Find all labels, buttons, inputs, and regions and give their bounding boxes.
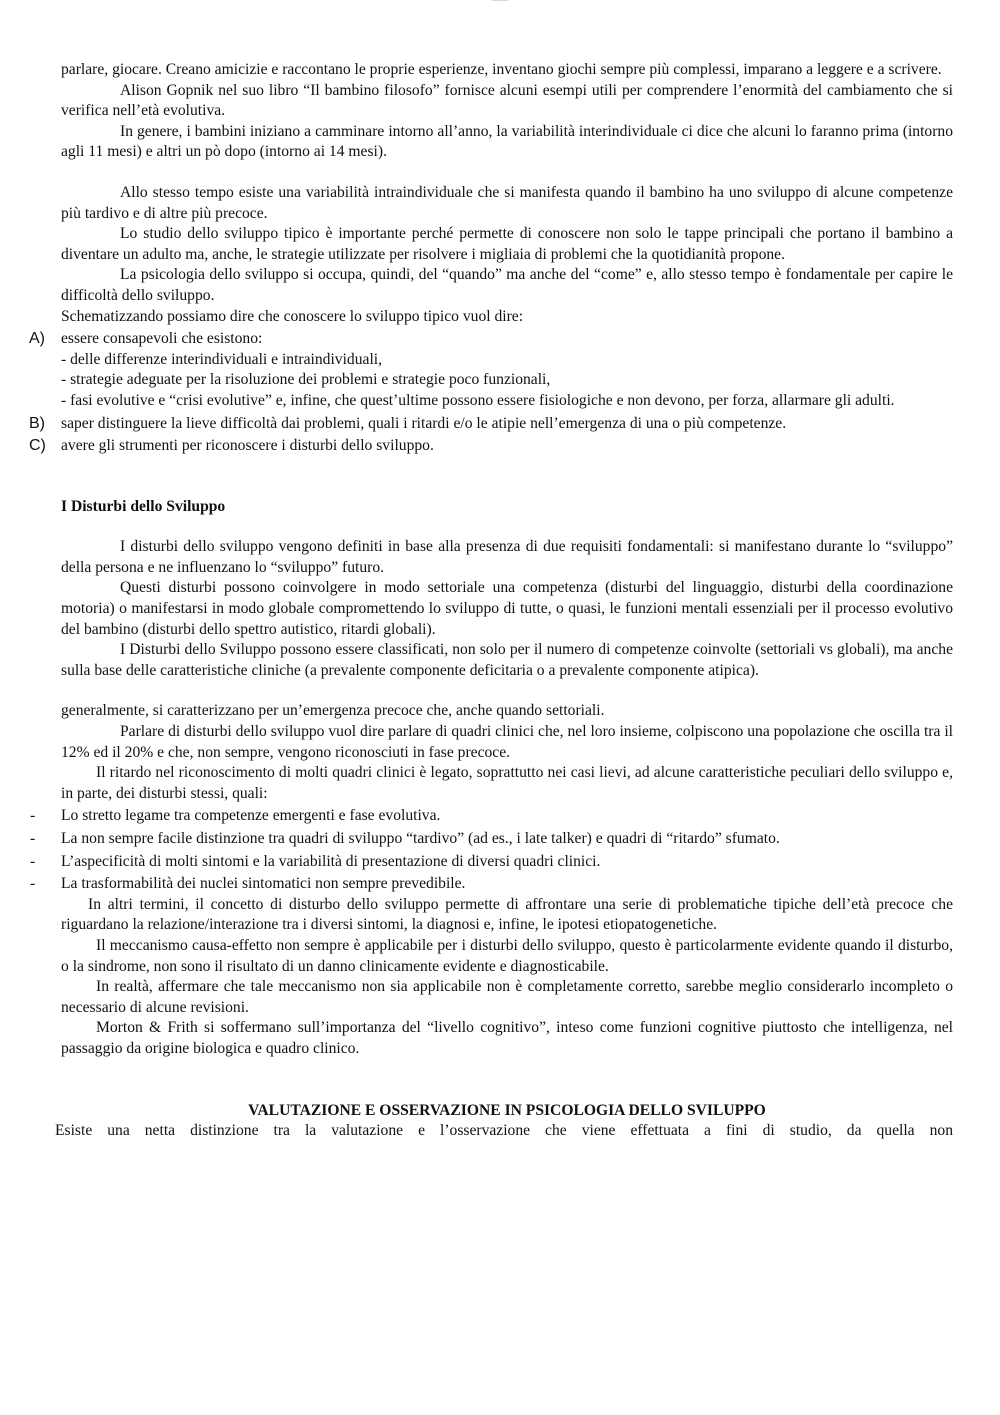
paragraph: Il ritardo nel riconoscimento di molti quadri clinici è legato, soprattutto nei casi lievi, ad alcune caratteristiche peculiari dello sviluppo e, in parte, dei disturbi stessi, quali: [61, 764, 953, 802]
paragraph: Schematizzando possiamo dire che conoscere lo sviluppo tipico vuol dire: [61, 307, 524, 325]
paragraph: Lo studio dello sviluppo tipico è importante perché permette di conoscere non solo le tappe principali che portano il bambino a diventare un adulto ma, anche, le strategie utilizzate per risolvere i migliaia di problemi che la quotidianità propone. [61, 225, 953, 263]
bullet-item [30, 874, 953, 895]
list-item-c [29, 436, 953, 457]
list-marker: A) [29, 330, 45, 348]
paragraph: I Disturbi dello Sviluppo possono essere classificati, non solo per il numero di competenze coinvolte (settoriali vs globali), ma anche sulla base delle caratteristiche cliniche (a prevalente componente deficitaria o a prevalente componente atipica). [61, 641, 953, 679]
list-item-text: essere consapevoli che esistono: [61, 330, 263, 348]
sublist-item: - strategie adeguate per la risoluzione dei problemi e strategie poco funzionali, [61, 371, 551, 389]
paragraph: Il meccanismo causa-effetto non sempre è applicabile per i disturbi dello sviluppo, questo è particolarmente evidente quando il disturbo, o la sindrome, non sono il risultato di un danno clinicamente evidente e diagnosticabile. [61, 936, 953, 975]
paragraph: Parlare di disturbi dello sviluppo vuol dire parlare di quadri clinici che, nel loro insieme, colpiscono una popolazione che oscilla tra il 12% ed il 20% e che, non sempre, vengono riconosciuti in fase precoce. [61, 723, 953, 761]
bullet-text: Lo stretto legame tra competenze emergenti e fase evolutiva. [61, 807, 441, 825]
paragraph: Alison Gopnik nel suo libro “Il bambino filosofo” fornisce alcuni esempi utili per comprendere l’enormità del cambiamento che si verifica nell’età evolutiva. [61, 81, 953, 120]
paragraph: Questi disturbi possono coinvolgere in modo settoriale una competenza (disturbi del linguaggio, disturbi della coordinazione motoria) o manifestarsi in modo globale compromettendo lo sviluppo di tutte, o quasi, le funzioni mentali essenziali per il processo evolutivo del bambino (disturbi dello spettro autistico, ritardi globali). [61, 579, 953, 638]
sublist-item: - fasi evolutive e “crisi evolutive” e, infine, che quest’ultime possono essere fisiologiche e non devono, per forza, allarmare gli adulti. [61, 391, 895, 409]
paragraph: Allo stesso tempo esiste una variabilità intraindividuale che si manifesta quando il bambino ha uno sviluppo di alcune competenze più tardivo e di altre più precoce. [61, 183, 953, 222]
list-item-a [29, 329, 953, 350]
list-item-text: avere gli strumenti per riconoscere i disturbi dello sviluppo. [61, 437, 434, 455]
bullet-item [30, 806, 953, 827]
bullet-marker: - [30, 875, 36, 893]
paragraph: generalmente, si caratterizzano per un’emergenza precoce che, anche quando settoriali. [61, 702, 605, 720]
bullet-item [30, 829, 953, 850]
list-marker: C) [29, 437, 46, 455]
list-item-text: saper distinguere la lieve difficoltà dai problemi, quali i ritardi e/o le atipie nell’emergenza di una o più competenze. [61, 414, 787, 432]
paragraph: In realtà, affermare che tale meccanismo non sia applicabile non è completamente corretto, sarebbe meglio considerarlo incompleto o necessario di alcune revisioni. [61, 978, 953, 1016]
bullet-marker: - [30, 852, 36, 870]
paragraph: In altri termini, il concetto di disturbo dello sviluppo permette di affrontare una serie di problematiche tipiche dell’età precoce che riguardano la relazione/interazione tra i diversi sintomi, la diagnosi e, infine, le ipotesi etiopatogenetiche. [61, 895, 953, 934]
page-top-mark [492, 0, 508, 1]
bullet-marker: - [30, 830, 36, 847]
bullet-text: La non sempre facile distinzione tra quadri di sviluppo “tardivo” (ad es., i late talker) e quadri di “ritardo” sfumato. [61, 830, 780, 847]
bullet-item [30, 852, 953, 873]
paragraph: I disturbi dello sviluppo vengono definiti in base alla presenza di due requisiti fondamentali: si manifestano durante lo “sviluppo” della persona e ne influenzano lo “sviluppo” futuro. [61, 538, 953, 576]
bullet-text: La trasformabilità dei nuclei sintomatici non sempre prevedibile. [61, 875, 466, 893]
list-marker: B) [29, 414, 45, 432]
paragraph: parlare, giocare. Creano amicizie e raccontano le proprie esperienze, inventano giochi sempre più complessi, imparano a leggere e a scrivere. [61, 61, 942, 78]
sublist-item: - delle differenze interindividuali e intraindividuali, [61, 350, 383, 368]
paragraph: In genere, i bambini iniziano a camminare intorno all’anno, la variabilità interindividuale ci dice che alcuni lo faranno prima (intorno agli 11 mesi) e altri un pò dopo (intorno ai 14 mesi). [61, 122, 953, 161]
bullet-text: L’aspecificità di molti sintomi e la variabilità di presentazione di diversi quadri clinici. [61, 852, 601, 870]
document-page [29, 60, 953, 1142]
section-heading: I Disturbi dello Sviluppo [61, 497, 226, 515]
paragraph: Esiste una netta distinzione tra la valutazione e l’osservazione che viene effettuata a fini di studio, da quella non [55, 1122, 953, 1140]
list-item-b [29, 414, 953, 435]
bullet-marker: - [30, 807, 36, 825]
paragraph: La psicologia dello sviluppo si occupa, quindi, del “quando” ma anche del “come” e, allo stesso tempo è fondamentale per capire le difficoltà dello sviluppo. [61, 266, 953, 304]
section-heading: VALUTAZIONE E OSSERVAZIONE IN PSICOLOGIA DELLO SVILUPPO [248, 1101, 766, 1119]
paragraph: Morton & Frith si soffermano sull’importanza del “livello cognitivo”, inteso come funzioni cognitive piuttosto che intelligenza, nel passaggio da origine biologica e quadro clinico. [61, 1019, 953, 1057]
